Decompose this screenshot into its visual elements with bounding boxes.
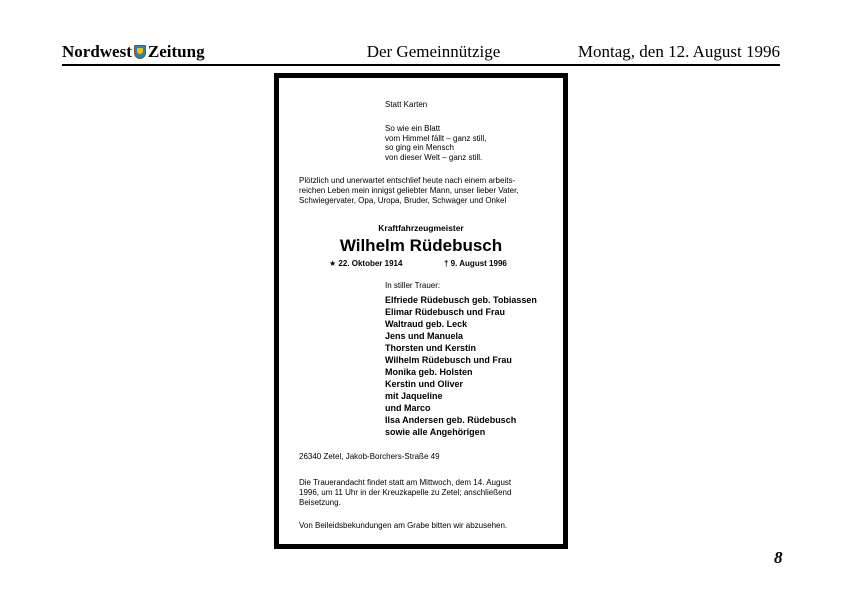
intro-text bbox=[299, 176, 555, 205]
mourner: Jens und Manuela bbox=[385, 330, 464, 341]
death-date: † 9. August 1996 bbox=[444, 259, 507, 268]
mourner: Monika geb. Holsten bbox=[385, 366, 473, 377]
masthead-left: Nordwest bbox=[62, 42, 132, 61]
intro-line: reichen Leben mein innigst geliebter Mann, unser lieber Vater, bbox=[299, 185, 519, 195]
mourning-label: In stiller Trauer: bbox=[385, 281, 441, 290]
poem-line: so ging ein Mensch bbox=[385, 143, 454, 153]
notice-heading: Statt Karten bbox=[385, 100, 428, 109]
deceased-title: Kraftfahrzeugmeister bbox=[378, 223, 464, 233]
mourner: Ilsa Andersen geb. Rüdebusch bbox=[385, 414, 517, 425]
mourners-list bbox=[385, 281, 537, 438]
mourner: Waltraud geb. Leck bbox=[385, 318, 468, 329]
mourner: Thorsten und Kerstin bbox=[385, 342, 477, 353]
intro-line: Plötzlich und unerwartet entschlief heute nach einem arbeits- bbox=[299, 176, 516, 185]
mourner: Elfriede Rüdebusch geb. Tobiassen bbox=[385, 294, 537, 305]
mourner: mit Jaqueline bbox=[385, 390, 443, 401]
obituary-notice bbox=[274, 73, 568, 549]
mourner: Elimar Rüdebusch und Frau bbox=[385, 306, 506, 317]
poem-line: vom Himmel fällt – ganz still, bbox=[385, 133, 487, 143]
issue-date: Montag, den 12. August 1996 bbox=[577, 42, 780, 61]
intro-line: Schwiegervater, Opa, Uropa, Bruder, Schwager und Onkel bbox=[299, 195, 507, 205]
service-line: Die Trauerandacht findet statt am Mittwoch, dem 14. August bbox=[299, 478, 512, 487]
mourner: und Marco bbox=[385, 402, 431, 413]
poem-line: von dieser Welt – ganz still. bbox=[385, 153, 483, 163]
service-line: 1996, um 11 Uhr in der Kreuzkapelle zu Zetel; anschließend bbox=[299, 487, 512, 497]
poem-verse bbox=[385, 124, 486, 163]
poem-block bbox=[385, 100, 486, 163]
page-number: 8 bbox=[774, 548, 783, 567]
mourner: sowie alle Angehörigen bbox=[385, 426, 486, 437]
mourner: Wilhelm Rüdebusch und Frau bbox=[385, 354, 512, 365]
section-title: Der Gemeinnützige bbox=[366, 42, 501, 61]
birth-date: ★ 22. Oktober 1914 bbox=[329, 259, 403, 268]
family-address: 26340 Zetel, Jakob-Borchers-Straße 49 bbox=[299, 452, 440, 461]
masthead-right: Zeitung bbox=[147, 42, 205, 61]
page-header bbox=[62, 42, 780, 66]
mourner: Kerstin und Oliver bbox=[385, 378, 464, 389]
deceased-name: Wilhelm Rüdebusch bbox=[339, 236, 503, 255]
service-info bbox=[299, 478, 561, 507]
service-line: Beisetzung. bbox=[299, 497, 341, 507]
condolence-request: Von Beileidsbekundungen am Grabe bitten wir abzusehen. bbox=[299, 521, 508, 530]
poem-line: So wie ein Blatt bbox=[385, 123, 441, 133]
